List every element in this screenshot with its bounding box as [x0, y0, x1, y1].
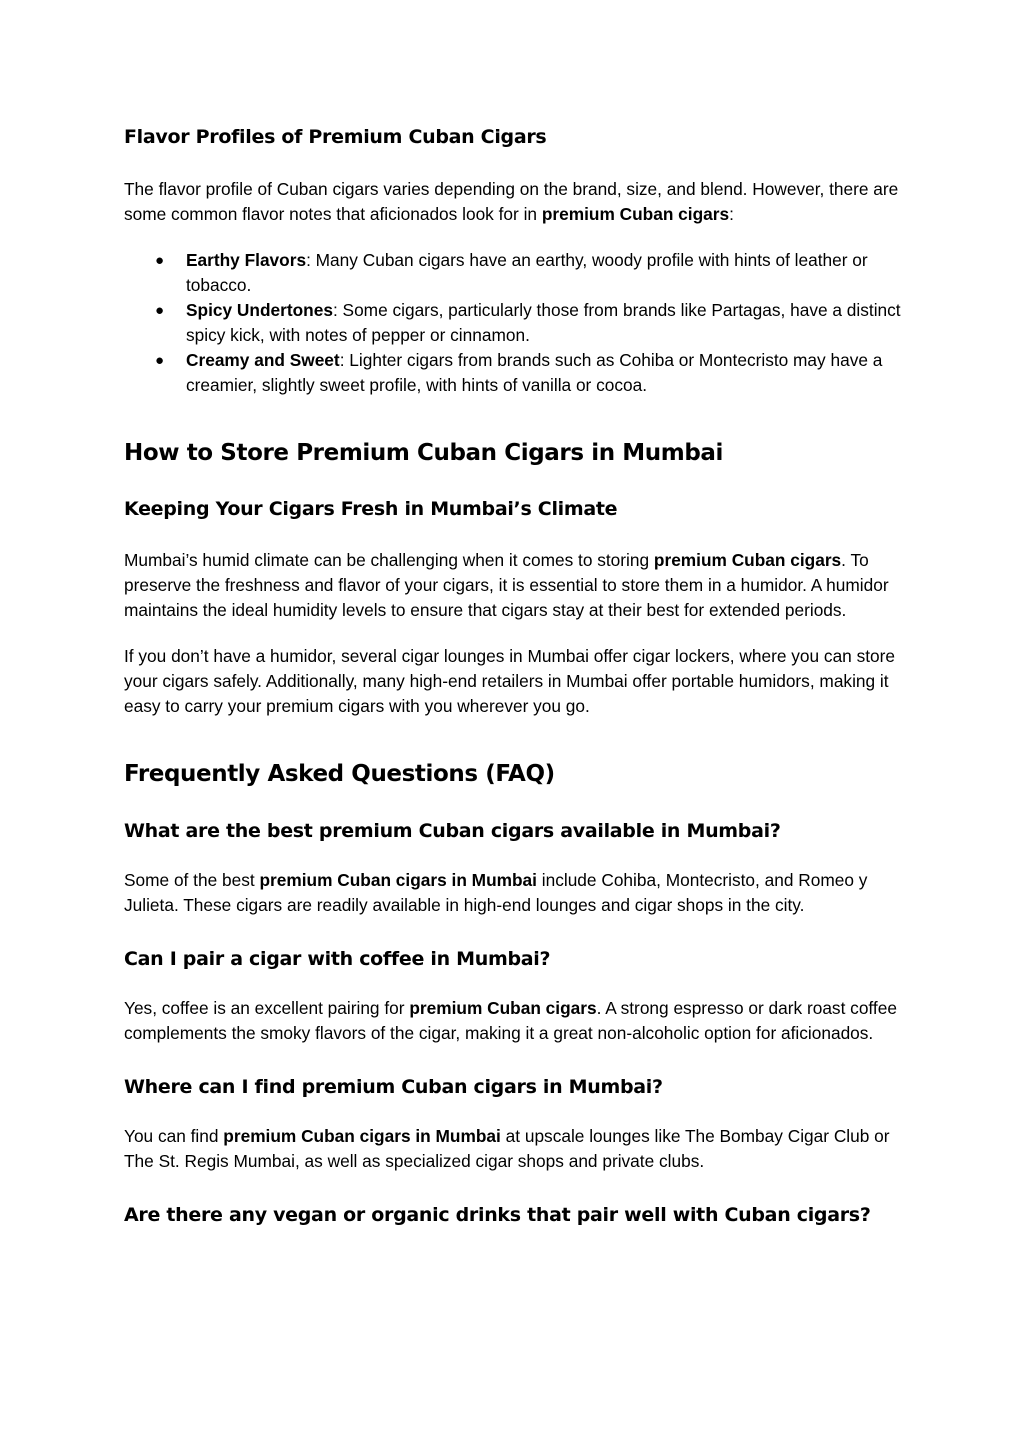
paragraph-store-2: If you don’t have a humidor, several cigar lounges in Mumbai offer cigar lockers, where you can store your cigars safely. Additionally, many high-end retailers in Mumbai offer portable humidors, making it easy to carry your premium cigars with you wherever you go. [124, 646, 896, 716]
text-run: Yes, coffee is an excellent pairing for [124, 998, 410, 1018]
faq-answer-1 [124, 868, 904, 918]
section-heading-store: How to Store Premium Cuban Cigars in Mumbai [124, 440, 723, 466]
flavor-list [124, 248, 904, 398]
bold-run: Creamy and Sweet [186, 350, 340, 370]
text-run: Some of the best [124, 870, 260, 890]
bold-run: premium Cuban cigars [653, 550, 842, 570]
bold-run: premium Cuban cigars in Mumbai [223, 1126, 501, 1146]
text-run: : Lighter cigars from brands such as Cohiba or Montecristo may have a creamier, slightly sweet profile, with hints of vanilla or cocoa. [186, 350, 883, 395]
paragraph-store-1 [124, 548, 904, 623]
subheading-climate: Keeping Your Cigars Fresh in Mumbai’s Climate [124, 498, 618, 520]
faq-answer-2 [124, 996, 904, 1046]
text-run: : Some cigars, particularly those from brands like Partagas, have a distinct spicy kick, with notes of pepper or cinnamon. [186, 300, 901, 345]
text-run: The flavor profile of Cuban cigars varies depending on the brand, size, and blend. However, there are some common flavor notes that aficionados look for in [124, 179, 899, 224]
list-item [155, 248, 904, 298]
faq-answer-3 [124, 1124, 904, 1174]
faq-question-2: Can I pair a cigar with coffee in Mumbai? [124, 948, 551, 970]
faq-question-1: What are the best premium Cuban cigars available in Mumbai? [124, 820, 781, 842]
bullet-icon: ● [155, 252, 165, 269]
list-item [155, 298, 904, 348]
list-item [155, 348, 904, 398]
text-run: : [729, 204, 734, 224]
text-run: . To preserve the freshness and flavor of your cigars, it is essential to store them in a humidor. A humidor maintains the ideal humidity levels to ensure that cigars stay at their best for extended periods. [124, 550, 889, 620]
paragraph-flavor-intro [124, 177, 904, 227]
faq-question-3: Where can I find premium Cuban cigars in Mumbai? [124, 1076, 663, 1098]
bold-run: Earthy Flavors [186, 250, 307, 270]
bold-run: premium Cuban cigars in Mumbai [259, 870, 537, 890]
bullet-icon: ● [155, 352, 165, 369]
text-run: . A strong espresso or dark roast coffee complements the smoky flavors of the cigar, making it a great non-alcoholic option for aficionados. [124, 998, 897, 1043]
bullet-icon: ● [155, 302, 165, 319]
text-run: Mumbai’s humid climate can be challenging when it comes to storing [124, 550, 654, 570]
section-heading-faq: Frequently Asked Questions (FAQ) [124, 761, 555, 787]
section-heading-flavor: Flavor Profiles of Premium Cuban Cigars [124, 126, 547, 148]
text-run: : Many Cuban cigars have an earthy, woody profile with hints of leather or tobacco. [186, 250, 868, 295]
faq-question-4: Are there any vegan or organic drinks that pair well with Cuban cigars? [124, 1204, 871, 1226]
text-run: include Cohiba, Montecristo, and Romeo y Julieta. These cigars are readily available in high-end lounges and cigar shops in the city. [124, 870, 868, 915]
bold-run: premium Cuban cigars [541, 204, 730, 224]
text-run: You can find [124, 1126, 224, 1146]
bold-run: premium Cuban cigars [409, 998, 597, 1018]
bold-run: Spicy Undertones [186, 300, 333, 320]
page-content [124, 124, 904, 1228]
text-run: at upscale lounges like The Bombay Cigar Club or The St. Regis Mumbai, as well as specialized cigar shops and private clubs. [124, 1126, 890, 1171]
